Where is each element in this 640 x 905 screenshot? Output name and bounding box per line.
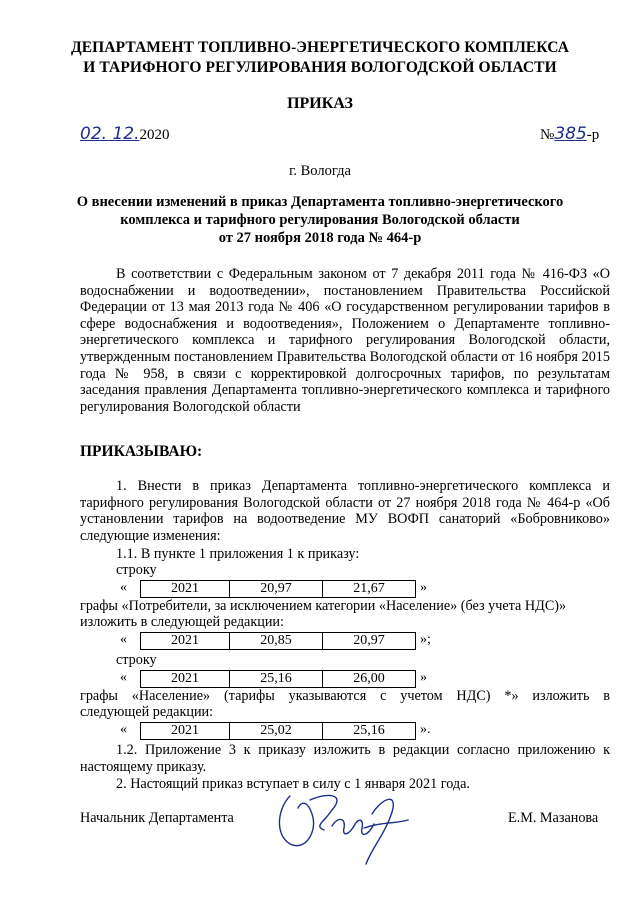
table-cell-value1: 20,97	[230, 581, 323, 598]
document-type: ПРИКАЗ	[287, 95, 353, 112]
item-1-2: 1.2. Приложение 3 к приказу изложить в редакции согласно приложению к настоящему приказу.	[80, 742, 610, 775]
tariff-table-2	[140, 632, 416, 650]
table-cell-value2: 21,67	[323, 581, 416, 598]
table-row	[141, 723, 416, 740]
handwritten-signature	[268, 778, 418, 868]
item-2: 2. Настоящий приказ вступает в силу с 1 января 2021 года.	[116, 776, 470, 792]
subject-line1: О внесении изменений в приказ Департамента топливно-энергетического	[76, 194, 564, 210]
graph1-text-cont: изложить в следующей редакции:	[80, 614, 284, 630]
item-1-1: 1.1. В пункте 1 приложения 1 к приказу:	[116, 546, 360, 562]
table-row	[141, 671, 416, 688]
item-1: 1. Внести в приказ Департамента топливно-энергетического комплекса и тарифного регулирования Вологодской области от 27 ноября 2018 года № 464-р «Об установлении тарифов на водоотведение МУ ВОФП санаторий «Бобровниково» следующие изменения:	[80, 478, 610, 544]
close-quote-semicolon: »;	[420, 632, 431, 647]
handwritten-date: 02. 12.	[80, 124, 140, 144]
open-quote: «	[120, 632, 127, 647]
close-quote: »	[420, 670, 427, 685]
graph1-text: графы «Потребители, за исключением категории «Население» (без учета НДС)»	[80, 598, 567, 614]
department-name	[0, 38, 640, 78]
graph2-text: графы «Население» (тарифы указываются с учетом НДС) *» изложить в	[80, 688, 610, 704]
open-quote: «	[120, 722, 127, 737]
table-row	[141, 633, 416, 650]
table-cell-year: 2021	[141, 633, 230, 650]
tariff-table-3	[140, 670, 416, 688]
number-prefix: №	[540, 127, 555, 143]
signatory-position: Начальник Департамента	[80, 810, 234, 826]
row-label: строку	[116, 652, 157, 668]
table-cell-value1: 25,02	[230, 723, 323, 740]
table-cell-value1: 20,85	[230, 633, 323, 650]
graph2-text-cont: следующей редакции:	[80, 704, 214, 720]
department-name-line2: И ТАРИФНОГО РЕГУЛИРОВАНИЯ ВОЛОГОДСКОЙ ОБЛАСТИ	[83, 59, 557, 76]
table-row	[141, 581, 416, 598]
signatory-name: Е.М. Мазанова	[508, 810, 599, 826]
order-date	[80, 124, 169, 144]
preamble: В соответствии с Федеральным законом от 7 декабря 2011 года № 416-ФЗ «О водоснабжении и водоотведении», постановлением Правительства Российской Федерации от 13 мая 2013 года № 406 «О государственном регулировании тарифов в сфере водоснабжения и водоотведения», Положением о Департаменте топливно-энергетического комплекса и тарифного регулирования Вологодской области, утвержденным постановлением Правительства Вологодской области от 16 ноября 2015 года № 958, в связи с корректировкой долгосрочных тарифов, по результатам заседания правления Департамента топливно-энергетического комплекса и тарифного регулирования Вологодской области	[80, 266, 610, 415]
subject-line2: комплекса и тарифного регулирования Вологодской области	[120, 212, 520, 228]
open-quote: «	[120, 670, 127, 685]
table-cell-value2: 25,16	[323, 723, 416, 740]
table-cell-value2: 20,97	[323, 633, 416, 650]
date-year: 2020	[139, 127, 170, 143]
handwritten-number: 385	[554, 124, 587, 144]
tariff-table-1	[140, 580, 416, 598]
table-cell-year: 2021	[141, 581, 230, 598]
close-quote-period: ».	[420, 722, 431, 737]
row-label: строку	[116, 562, 157, 578]
open-quote: «	[120, 580, 127, 595]
city: г. Вологда	[289, 163, 351, 179]
close-quote: »	[420, 580, 427, 595]
department-name-line1: ДЕПАРТАМЕНТ ТОПЛИВНО-ЭНЕРГЕТИЧЕСКОГО КОМПЛЕКСА	[70, 39, 570, 56]
table-cell-year: 2021	[141, 671, 230, 688]
table-cell-value2: 26,00	[323, 671, 416, 688]
subject-line3: от 27 ноября 2018 года № 464-р	[218, 230, 422, 246]
order-subject	[0, 193, 640, 247]
table-cell-value1: 25,16	[230, 671, 323, 688]
number-suffix: -р	[586, 127, 600, 143]
order-word: ПРИКАЗЫВАЮ:	[80, 443, 203, 460]
table-cell-year: 2021	[141, 723, 230, 740]
order-number	[540, 124, 599, 144]
tariff-table-4	[140, 722, 416, 740]
